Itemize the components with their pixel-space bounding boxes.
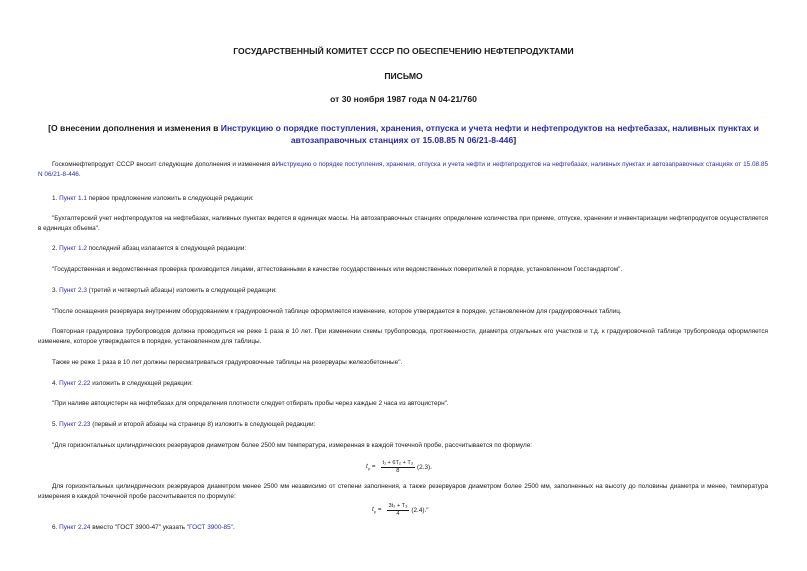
quote-1: "Бухгалтерский учет нефтепродуктов на нефтебазах, наливных пунктах ведется в единицах массы. На автозаправочных станциях определение количества при приеме, отпуске, хранении и инвентаризации нефтепродуктов осуществляется в единицах объема". <box>38 215 768 233</box>
intro-instruction-link[interactable]: Инструкцию о порядке поступления, хранения, отпуска и учета нефти и нефтепродуктов на нефтебазах, наливных пунктах и автозаправочных станциях от 15.08.85 N 06/21-8-446 <box>38 161 768 179</box>
item-5-link[interactable]: Пункт 2.23 <box>59 421 91 428</box>
quote-3-c: Также не реже 1 раза в 10 лет должны пересматриваться градуировочные таблицы на резервуары железобетонные". <box>52 359 403 366</box>
formula-2-4-denominator: 4 <box>396 511 400 517</box>
item-6-text: вместо "ГОСТ 3900-47" указать <box>90 524 187 531</box>
intro-paragraph <box>38 160 768 181</box>
formula-2-3-label: (2.3). <box>417 464 432 471</box>
item-2-num: 2. <box>52 245 60 252</box>
intro-text: Госкомнефтепродукт СССР вносит следующие дополнения и изменения в <box>52 161 276 168</box>
item-1-link[interactable]: Пункт 1.1 <box>59 195 87 202</box>
title-instruction-link[interactable]: Инструкцию о порядке поступления, хранения, отпуска и учета нефти и нефтепродуктов на нефтебазах, наливных пунктах и автозаправочных станциях от 15.08.85 N 06/21-8-446 <box>220 123 759 145</box>
quote-2: "Государственная и ведомственная проверка производится лицами, аттестованными в качестве государственных или ведомственных поверителей в порядке, установленном Госстандартом". <box>52 266 623 273</box>
item-6-link[interactable]: Пункт 2.24 <box>59 524 91 531</box>
item-6 <box>38 523 768 533</box>
item-6-end: . <box>232 524 235 531</box>
formula-2-3-denominator: 8 <box>396 468 400 474</box>
item-3 <box>38 286 768 296</box>
item-3-link[interactable]: Пункт 2.3 <box>59 287 87 294</box>
item-3-text: (третий и четвертый абзацы) изложить в следующей редакции: <box>86 287 277 294</box>
item-6-num: 6. <box>52 524 60 531</box>
quote-5-b: Для горизонтальных цилиндрических резервуаров диаметром менее 2500 мм независимо от степени заполнения, а также резервуаров диаметром более 2500 мм, заполненных на высоту до половины диаметра и менее, температура измерения в каждой точечной пробе рассчитывается по формуле: <box>38 483 768 501</box>
document-date: от 30 ноября 1987 года N 04-21/760 <box>330 94 477 104</box>
item-1-text: первое предложение изложить в следующей редакции: <box>86 195 254 202</box>
item-4-num: 4. <box>52 380 60 387</box>
item-4-text: изложить в следующей редакции: <box>90 380 193 387</box>
intro-end: . <box>78 171 81 179</box>
quote-3-b: Повторная градуировка трубопроводов должна проводиться не реже 1 раза в 10 лет. При изменении схемы трубопровода, протяженности, диаметра отдельных его участков и т.д. к градуировочной таблице трубопровода оформляется изменение, которое утверждается в порядке, установленном для таблицы. <box>38 328 768 346</box>
formula-2-3-numerator: t₁ + 6T₂ + T₃ <box>382 460 414 466</box>
item-3-num: 3. <box>52 287 60 294</box>
item-1-num: 1. <box>52 195 60 202</box>
formula-2-3 <box>366 460 432 475</box>
issuer-heading: ГОСУДАРСТВЕННЫЙ КОМИТЕТ СССР ПО ОБЕСПЕЧЕНИЮ НЕФТЕПРОДУКТАМИ <box>233 46 574 56</box>
quote-4: "При наливе автоцистерн на нефтебазах для определения плотности следует отбирать пробы через каждые 2 часа из автоцистерн". <box>52 400 449 407</box>
item-2 <box>38 244 768 254</box>
document-title <box>36 122 771 146</box>
formula-2-4-lhs: $t_v$ = <box>372 506 382 515</box>
item-5-num: 5. <box>52 421 60 428</box>
item-5 <box>38 420 768 430</box>
formula-2-4-numerator: 3t₂ + T₃ <box>388 503 408 509</box>
document-type: ПИСЬМО <box>384 71 423 81</box>
item-6-gost-link[interactable]: "ГОСТ 3900-85" <box>186 524 233 531</box>
item-4 <box>38 379 768 389</box>
item-5-text: (первый и второй абзацы на странице 8) изложить в следующей редакции: <box>90 421 316 428</box>
item-1 <box>38 194 768 204</box>
quote-5-a: "Для горизонтальных цилиндрических резервуаров диаметром более 2500 мм температура, измеренная в каждой точечной пробе, рассчитывается по формуле: <box>52 442 533 449</box>
title-prefix: [О внесении дополнения и изменения в <box>48 123 221 133</box>
formula-2-4-fraction <box>387 503 410 518</box>
title-suffix: ] <box>513 135 517 145</box>
quote-3-a: "После оснащения резервуара внутренним оборудованием к градуировочной таблице оформляется изменение, которое утверждается в порядке, установленном для градуировочных таблиц. <box>52 308 622 315</box>
item-4-link[interactable]: Пункт 2.22 <box>59 380 91 387</box>
formula-2-4-label: (2.4)." <box>411 507 429 514</box>
formula-2-3-lhs: $t_v$ = <box>366 463 376 472</box>
formula-2-4 <box>372 503 429 518</box>
item-2-text: последний абзац излагается в следующей редакции: <box>86 245 247 252</box>
formula-2-3-fraction <box>381 460 415 475</box>
item-2-link[interactable]: Пункт 1.2 <box>59 245 87 252</box>
